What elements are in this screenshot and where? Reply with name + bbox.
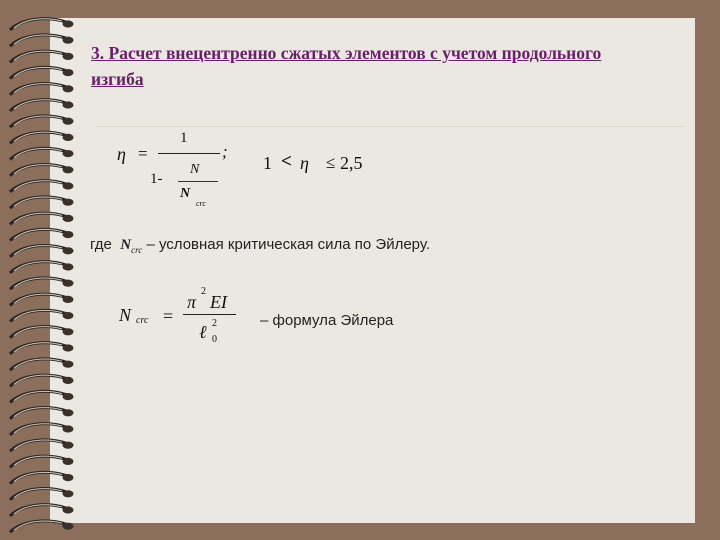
spiral-hole bbox=[63, 425, 74, 432]
definition-prefix: где bbox=[90, 236, 112, 253]
spiral-hole bbox=[63, 506, 74, 513]
spiral-hole bbox=[63, 344, 74, 351]
slide-title: 3. Расчет внецентренно сжатых элементов с учетом продольного изгиба bbox=[91, 43, 602, 89]
ei-term: EI bbox=[210, 292, 227, 312]
spiral-hole bbox=[63, 377, 74, 384]
spiral-hole bbox=[63, 393, 74, 400]
inner-fraction-bar bbox=[178, 181, 218, 182]
inner-numerator-n: N bbox=[190, 162, 200, 177]
spiral-hole bbox=[63, 523, 74, 530]
pi-exponent: 2 bbox=[201, 286, 206, 297]
spiral-hole bbox=[63, 101, 74, 108]
spiral-hole bbox=[63, 85, 74, 92]
pi-symbol: π bbox=[187, 292, 197, 312]
divider bbox=[95, 126, 685, 127]
spiral-binding-icon bbox=[0, 0, 90, 540]
spiral-hole bbox=[63, 247, 74, 254]
definition-line bbox=[90, 236, 430, 255]
less-equal-sign: ≤ bbox=[326, 153, 336, 172]
euler-fraction-bar bbox=[183, 314, 236, 315]
definition-text: – условная критическая сила по Эйлеру. bbox=[146, 236, 431, 253]
spiral-hole bbox=[63, 231, 74, 238]
spiral-hole bbox=[63, 442, 74, 449]
eta-symbol: η bbox=[117, 144, 126, 164]
spiral-hole bbox=[63, 458, 74, 465]
main-fraction-bar bbox=[158, 153, 220, 154]
one-minus: 1- bbox=[150, 171, 163, 187]
range-left: 1 bbox=[263, 153, 272, 173]
inner-denominator-sub: crc bbox=[196, 199, 206, 208]
range-right: 2,5 bbox=[340, 153, 363, 173]
spiral-hole bbox=[63, 166, 74, 173]
spiral-hole bbox=[63, 134, 74, 141]
definition-symbol: $N_{crc}$ bbox=[120, 237, 143, 255]
spiral-hole bbox=[63, 150, 74, 157]
spiral-hole bbox=[63, 199, 74, 206]
euler-note: – формула Эйлера bbox=[260, 312, 394, 329]
inner-denominator-n: N bbox=[180, 186, 191, 201]
spiral-hole bbox=[63, 20, 74, 27]
spiral-hole bbox=[63, 328, 74, 335]
spiral-hole bbox=[63, 118, 74, 125]
ell-exponent: 2 bbox=[212, 318, 217, 329]
equals-sign: = bbox=[138, 144, 148, 163]
numerator-one: 1 bbox=[180, 130, 188, 146]
spiral-hole bbox=[63, 361, 74, 368]
spiral-hole bbox=[63, 263, 74, 270]
spiral-hole bbox=[63, 296, 74, 303]
ell-symbol: ℓ bbox=[199, 322, 207, 342]
less-than-sign: < bbox=[281, 151, 292, 172]
spiral-hole bbox=[63, 53, 74, 60]
spiral-hole bbox=[63, 215, 74, 222]
euler-lhs-n: N bbox=[119, 305, 132, 325]
spiral-hole bbox=[63, 474, 74, 481]
notebook-page bbox=[50, 18, 695, 523]
spiral-hole bbox=[63, 69, 74, 76]
euler-equals: = bbox=[163, 306, 174, 326]
spiral-hole bbox=[63, 490, 74, 497]
spiral-hole bbox=[63, 280, 74, 287]
spiral-hole bbox=[63, 37, 74, 44]
semicolon: ; bbox=[222, 142, 228, 161]
spiral-hole bbox=[63, 312, 74, 319]
ell-subscript: 0 bbox=[212, 334, 217, 345]
euler-lhs-sub: crc bbox=[136, 315, 149, 326]
spiral-hole bbox=[63, 182, 74, 189]
range-eta: η bbox=[300, 153, 309, 173]
spiral-hole bbox=[63, 409, 74, 416]
